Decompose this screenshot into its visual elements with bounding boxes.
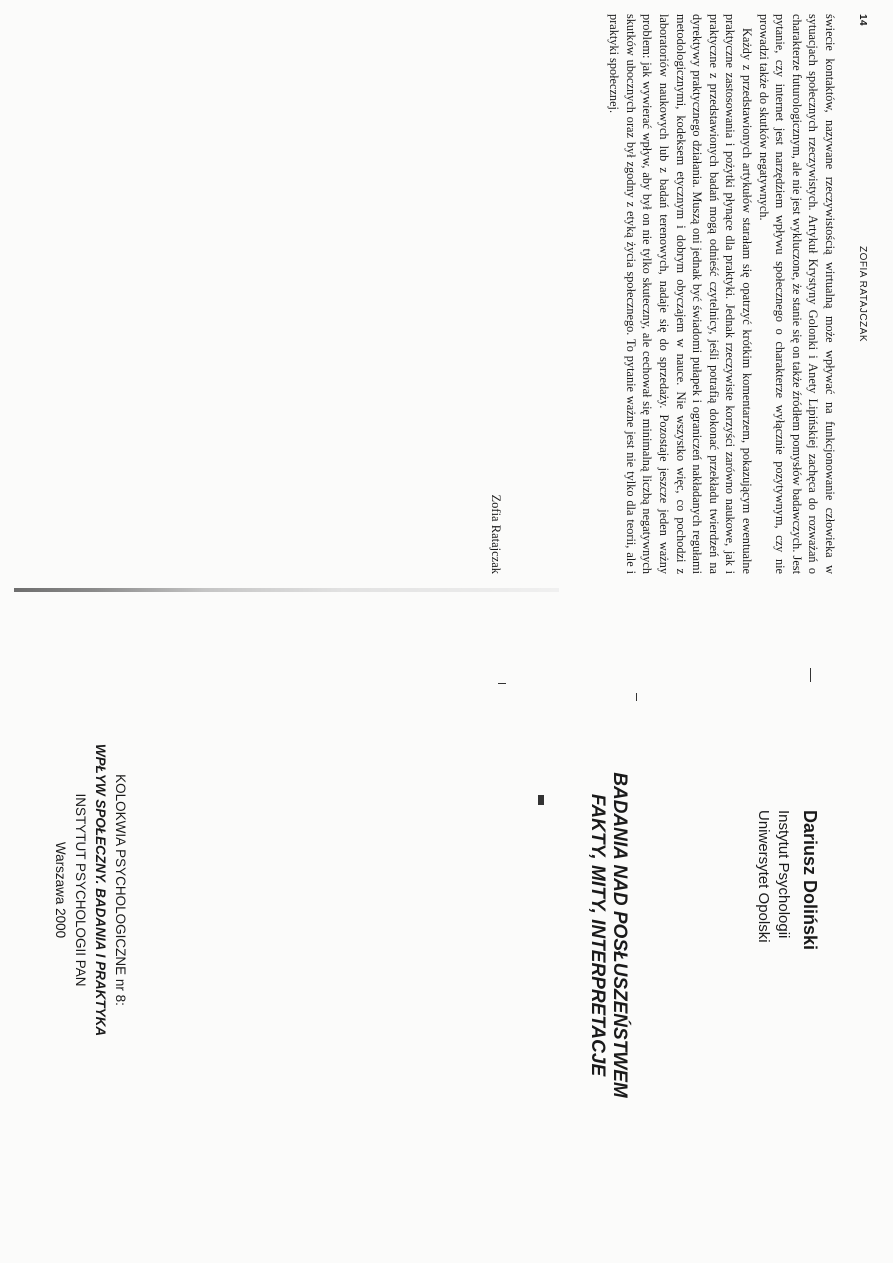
paragraph: Każdy z przedstawionych artykułów starałam się opatrzyć krótkim komentarzem, pokazującym ewentualne praktyczne zastosowania i pożytki płynące dla praktyki. Jednak rzeczywiste korzyści zarówno naukowe, jak i praktyczne z przedstawionych badań mogą odnieść czytelnicy, jeśli potrafią dokonać przekładu twierdzeń na dyrektywy praktycznego działania. Muszą oni jednak być świadomi pułapek i ograniczeń nakładanych regułami metodologicznymi, kodeksem etycznym i dobrym obyczajem w nauce. Nie wszystko więc, co pochodzi z laboratoriów naukowych lub z badań terenowych, nadaje się do sprzedaży. Pozostaje jeszcze jeden ważny problem: jak wywierać wpływ, aby był on nie tylko skuteczny, ale cechował się minimalną liczbą negatywnych skutków ubocznych oraz był zgodny z etyką życia społecznego. To pytanie ważne jest nie tylko dla teorii, ale i praktyki społecznej. xyxy=(607,14,755,574)
title-page xyxy=(0,620,820,1220)
page-header xyxy=(852,14,868,574)
series-line: KOLOKWIA PSYCHOLOGICZNE nr 8: xyxy=(113,774,128,1006)
scan-speck xyxy=(498,683,506,684)
scan-speck xyxy=(538,795,544,805)
publisher: INSTYTUT PSYCHOLOGII PAN xyxy=(73,793,88,987)
running-head: ZOFIA RATAJCZAK xyxy=(857,245,868,343)
university: Uniwersytet Opolski xyxy=(755,810,772,943)
institute: Instytut Psychologii xyxy=(775,810,792,939)
volume-title: WPŁYW SPOŁECZNY. BADANIA I PRAKTYKA xyxy=(93,743,108,1037)
place-year: Warszawa 2000 xyxy=(53,841,68,939)
article-title xyxy=(586,715,630,1155)
scan-speck xyxy=(636,693,637,701)
scan-speck xyxy=(810,668,811,682)
page-separator xyxy=(14,588,559,592)
page-number: 14 xyxy=(857,14,868,27)
paragraph: świecie kontaktów, nazywane rzeczywistością wirtualną może wpływać na funkcjonowanie człowieka w sytuacjach społecznych rzeczywistych. Artykuł Krystyny Golonki i Anety Lipińskiej zachęca do rozważań o charakterze futurologicznym, ale nie jest wykluczone, że stanie się on także źródłem pomysłów badawczych. Jest pytanie, czy internet jest narzędziem wpływu społecznego o charakterze wyłącznie pozytywnym, czy nie prowadzi także do skutków negatywnych. xyxy=(756,14,837,574)
title-line: FAKTY, MITY, INTERPRETACJE xyxy=(587,793,608,1077)
publication-footer xyxy=(50,660,130,1120)
author-name: Dariusz Doliński xyxy=(800,810,820,951)
body-text xyxy=(606,14,838,574)
left-page xyxy=(28,14,868,574)
signature: Zofia Ratajczak xyxy=(489,494,503,574)
title-line: BADANIA NAD POSŁUSZEŃSTWEM xyxy=(609,772,630,1098)
